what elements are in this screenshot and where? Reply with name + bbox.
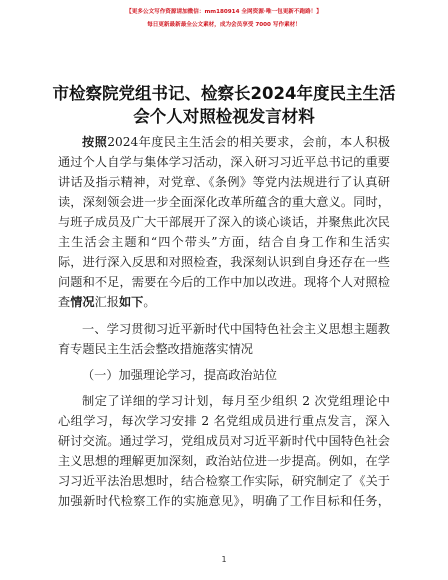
- paragraph-2-line-6: 加强新时代检察工作的实施意见》，明确了工作目标和任务，: [58, 494, 390, 508]
- promo-banner-line-2: 每日更新最新最全公文素材，成为会员享受 7000 写作素材！: [147, 22, 301, 28]
- paragraph-2-line-4: 主义思想的理解更加深刻，政治站位进一步提高。例如，在学: [58, 454, 390, 468]
- paragraph-2-line-3: 研讨交流。通过学习，党组成员对习近平新时代中国特色社会: [58, 434, 390, 448]
- subsection-1-heading: （一）加强理论学习，提高政治站位: [82, 368, 277, 382]
- intro-text: 。: [143, 295, 156, 309]
- intro-line-2: 通过个人自学与集体学习活动，深入研习习近平总书记的重要: [58, 155, 390, 169]
- intro-line-7: 际，进行深入反思和对照检查，我深刻认识到自身还存在一些: [58, 255, 390, 269]
- paragraph-2-line-5: 习习近平法治思想时，结合检察工作实际，研究制定了《关于: [58, 474, 390, 488]
- intro-lead: 按照: [82, 135, 108, 149]
- paragraph-2-line-2: 心组学习，每次学习安排 2 名党组成员进行重点发言，深入: [58, 414, 390, 428]
- intro-line-9: [58, 292, 390, 312]
- intro-line-4: 读，深刻领会进一步全面深化改革所蕴含的重大意义。同时，: [58, 195, 390, 209]
- intro-bold: 情况: [70, 295, 95, 309]
- document-title-line-2: 会个人对照检视发言材料: [133, 107, 315, 126]
- promo-banner-line-1: 【更多公文写作资源请加微信：mm180914 全网资源·唯一包更新不跑路！】: [126, 9, 322, 15]
- intro-line-6: 主生活会主题和“四个带头”方面，结合自身工作和生活实: [58, 235, 390, 249]
- section-1-heading-line-2: 育专题民主生活会整改措施落实情况: [58, 342, 253, 356]
- intro-line-1: [82, 132, 390, 152]
- intro-line-8: 问题和不足，需要在今后的工作中加以改进。现将个人对照检: [58, 275, 390, 289]
- intro-line-5: 与班子成员及广大干部展开了深入的谈心谈话，并聚焦此次民: [58, 215, 390, 229]
- section-1-heading-line-1: 一、学习贯彻习近平新时代中国特色社会主义思想主题教: [82, 322, 390, 336]
- document-title-line-1: 市检察院党组书记、检察长2024年度民主生活: [52, 84, 396, 103]
- intro-text: 查: [58, 295, 71, 309]
- intro-text: 2024年度民主生活会的相关要求，会前，本人积极: [107, 135, 390, 149]
- paragraph-2-line-1: 制定了详细的学习计划，每月至少组织 2 次党组理论中: [82, 394, 390, 408]
- page-number: 1: [221, 555, 227, 564]
- intro-bold: 如下: [118, 295, 144, 309]
- intro-line-3: 讲话及指示精神，对党章、《条例》等党内法规进行了认真研: [58, 175, 390, 189]
- intro-text: 汇报: [94, 295, 119, 309]
